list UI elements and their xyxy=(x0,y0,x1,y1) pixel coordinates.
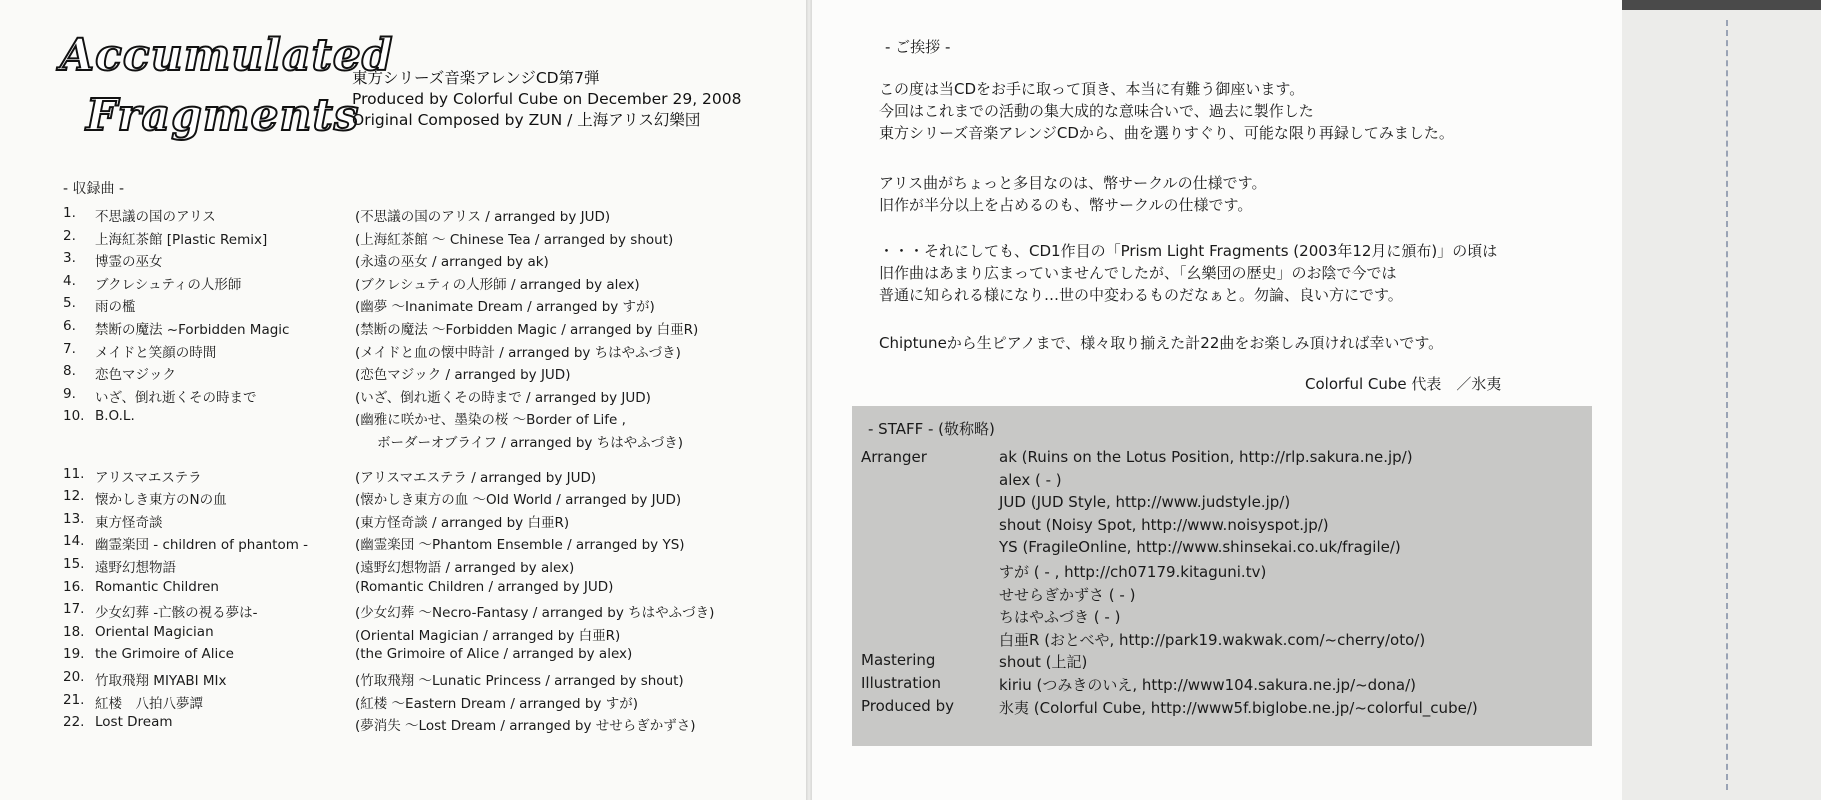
track-arr: (少女幻葬 ～Necro-Fantasy / arranged by ちはやふづき) xyxy=(355,605,715,622)
track-title: 東方怪奇談 xyxy=(95,514,163,531)
greeting-paragraph xyxy=(879,78,1454,144)
track-num: 21. xyxy=(63,691,85,708)
track-num: 17. xyxy=(63,601,85,618)
greeting-paragraph xyxy=(879,240,1497,306)
tracklist-heading: - 収録曲 - xyxy=(63,181,125,197)
track-title: 上海紅茶館 [Plastic Remix] xyxy=(95,231,268,248)
track-arr: (夢消失 ～Lost Dream / arranged by せせらぎかずさ) xyxy=(355,718,696,735)
greeting-line: 旧作曲はあまり広まっていませんでしたが、「幺樂団の歴史」のお陰で今では xyxy=(879,264,1397,282)
track-num: 8. xyxy=(63,363,76,380)
staff-role: Produced by xyxy=(861,696,954,715)
track-num: 16. xyxy=(63,578,85,595)
track-title: 少女幻葬 -亡骸の視る夢は- xyxy=(95,605,258,622)
track-num: 3. xyxy=(63,250,76,267)
greeting-line: 普通に知られる様になり…世の中変わるものだなぁと。勿論、良い方にです。 xyxy=(879,286,1403,304)
staff-entry: 白亜R (おとべや, http://park19.wakwak.com/~cherry/oto/) xyxy=(999,630,1426,649)
track-num: 6. xyxy=(63,318,76,334)
track-num: 15. xyxy=(63,556,85,572)
staff-entry: shout (上記) xyxy=(999,653,1088,672)
track-arr: (幽夢 ～Inanimate Dream / arranged by すが) xyxy=(355,299,655,316)
track-arr: (懐かしき東方の血 ～Old World / arranged by JUD) xyxy=(355,492,682,509)
track-num: 10. xyxy=(63,408,85,425)
staff-role: Illustration xyxy=(861,674,942,692)
track-arr: (Oriental Magician / arranged by 白亜R) xyxy=(355,627,621,644)
track-num: 2. xyxy=(63,227,76,244)
track-arr: (いざ、倒れ逝くその時まで / arranged by JUD) xyxy=(355,389,651,406)
greeting-heading: - ご挨拶 - xyxy=(885,38,951,56)
track-title: Romantic Children xyxy=(95,578,219,595)
track-title: 竹取飛翔 MIYABI MIx xyxy=(95,673,227,689)
track-num: 4. xyxy=(63,272,76,289)
track-num: 18. xyxy=(63,623,85,640)
track-title: メイドと笑顔の時間 xyxy=(95,344,217,361)
track-num: 22. xyxy=(63,714,85,731)
staff-entry: JUD (JUD Style, http://www.judstyle.jp/) xyxy=(999,493,1291,512)
track-arr: (the Grimoire of Alice / arranged by alex) xyxy=(355,646,633,663)
track-title: Oriental Magician xyxy=(95,623,214,640)
staff-entry: YS (FragileOnline, http://www.shinsekai.co.uk/fragile/) xyxy=(999,538,1401,557)
track-title: いざ、倒れ逝くその時まで xyxy=(95,389,257,406)
track-title: 雨の檻 xyxy=(95,299,136,316)
track-arr: (幽雅に咲かせ、墨染の桜 ～Border of Life , xyxy=(355,412,626,429)
track-num: 13. xyxy=(63,510,85,527)
track-arr: (遠野幻想物語 / arranged by alex) xyxy=(355,560,575,576)
greeting-line: 今回はこれまでの活動の集大成的な意味合いで、過去に製作した xyxy=(879,102,1314,120)
cut-line xyxy=(1726,20,1728,790)
greeting-line: 旧作が半分以上を占めるのも、幣サークルの仕様です。 xyxy=(879,196,1253,214)
album-logo-line2: Fragments xyxy=(86,90,360,141)
staff-entry: ak (Ruins on the Lotus Position, http://rlp.sakura.ne.jp/) xyxy=(999,448,1413,466)
staff-heading: - STAFF - (敬称略) xyxy=(868,420,995,438)
greeting-line: Chiptuneから生ピアノまで、様々取り揃えた計22曲をお楽しみ頂ければ幸いです。 xyxy=(879,334,1444,352)
track-arr: (アリスマエステラ / arranged by JUD) xyxy=(355,469,597,486)
page-fold xyxy=(806,0,812,800)
staff-entry: せせらぎかずさ ( - ) xyxy=(999,585,1136,604)
track-arr: (Romantic Children / arranged by JUD) xyxy=(355,578,614,595)
track-num: 9. xyxy=(63,385,76,402)
track-title: 禁断の魔法 ~Forbidden Magic xyxy=(95,322,290,338)
track-arr: ボーダーオブライフ / arranged by ちはやふづき) xyxy=(377,435,683,451)
album-logo-line1: Accumulated xyxy=(60,30,394,81)
case-edge-top xyxy=(1622,0,1821,10)
greeting-line: アリス曲がちょっと多目なのは、幣サークルの仕様です。 xyxy=(879,174,1267,192)
track-title: 遠野幻想物語 xyxy=(95,560,176,576)
staff-entry: shout (Noisy Spot, http://www.noisyspot.jp/) xyxy=(999,515,1329,534)
track-title: 博霊の巫女 xyxy=(95,254,163,271)
greeting-paragraph xyxy=(879,172,1266,216)
track-title: 幽霊楽団 - children of phantom - xyxy=(95,537,309,554)
track-title: 不思議の国のアリス xyxy=(95,209,216,225)
track-arr: (ブクレシュティの人形師 / arranged by alex) xyxy=(355,276,640,293)
case-edge xyxy=(1622,0,1821,800)
track-arr: (禁断の魔法 ～Forbidden Magic / arranged by 白亜R) xyxy=(355,322,699,338)
track-title: the Grimoire of Alice xyxy=(95,646,234,663)
track-arr: (永遠の巫女 / arranged by ak) xyxy=(355,254,549,271)
staff-role: Mastering xyxy=(861,651,936,670)
track-title: アリスマエステラ xyxy=(95,469,202,486)
track-num: 12. xyxy=(63,488,85,505)
track-num: 19. xyxy=(63,646,85,663)
track-arr: (紅楼 ～Eastern Dream / arranged by すが) xyxy=(355,695,638,712)
producer-line: Produced by Colorful Cube on December 29, 2008 xyxy=(352,90,742,108)
track-num: 7. xyxy=(63,340,76,357)
staff-entry: 氷夷 (Colorful Cube, http://www5f.biglobe.ne.jp/~colorful_cube/) xyxy=(999,698,1478,717)
track-title: Lost Dream xyxy=(95,714,173,731)
track-num: 20. xyxy=(63,669,85,685)
track-title: 恋色マジック xyxy=(95,367,176,384)
track-num: 5. xyxy=(63,295,76,312)
track-arr: (メイドと血の懐中時計 / arranged by ちはやふづき) xyxy=(355,344,681,361)
greeting-paragraph xyxy=(879,332,1443,354)
track-arr: (竹取飛翔 ～Lunatic Princess / arranged by shout) xyxy=(355,673,684,689)
track-arr: (幽霊楽団 ～Phantom Ensemble / arranged by YS) xyxy=(355,537,685,554)
track-title: ブクレシュティの人形師 xyxy=(95,276,242,293)
track-title: 懐かしき東方のNの血 xyxy=(95,492,227,509)
track-arr: (不思議の国のアリス / arranged by JUD) xyxy=(355,209,611,225)
greeting-line: 東方シリーズ音楽アレンジCDから、曲を選りすぐり、可能な限り再録してみました。 xyxy=(879,124,1454,142)
staff-role: Arranger xyxy=(861,448,927,466)
series-line: 東方シリーズ音楽アレンジCD第7弾 xyxy=(352,69,600,87)
greeting-line: この度は当CDをお手に取って頂き、本当に有難う御座います。 xyxy=(879,80,1305,98)
header-info xyxy=(352,68,742,131)
greeting-line: ・・・それにしても、CD1作目の「Prism Light Fragments (2003年12月に頒布)」の頃は xyxy=(879,242,1498,260)
track-title: 紅楼 八拍八夢譚 xyxy=(95,695,203,712)
staff-entry: すが ( - , http://ch07179.kitaguni.tv) xyxy=(999,563,1267,581)
signature: Colorful Cube 代表 ／氷夷 xyxy=(1305,375,1502,393)
track-arr: (恋色マジック / arranged by JUD) xyxy=(355,367,571,384)
track-arr: (東方怪奇談 / arranged by 白亜R) xyxy=(355,514,570,531)
staff-entry: kiriu (つみきのいえ, http://www104.sakura.ne.jp/~dona/) xyxy=(999,676,1416,694)
staff-entry: ちはやふづき ( - ) xyxy=(999,608,1121,627)
staff-entry: alex ( - ) xyxy=(999,470,1062,489)
track-title: B.O.L. xyxy=(95,408,135,425)
track-num: 11. xyxy=(63,465,85,482)
track-num: 1. xyxy=(63,205,76,221)
composer-line: Original Composed by ZUN / 上海アリス幻樂団 xyxy=(352,111,701,129)
track-num: 14. xyxy=(63,533,85,550)
track-arr: (上海紅茶館 ～ Chinese Tea / arranged by shout) xyxy=(355,231,674,248)
